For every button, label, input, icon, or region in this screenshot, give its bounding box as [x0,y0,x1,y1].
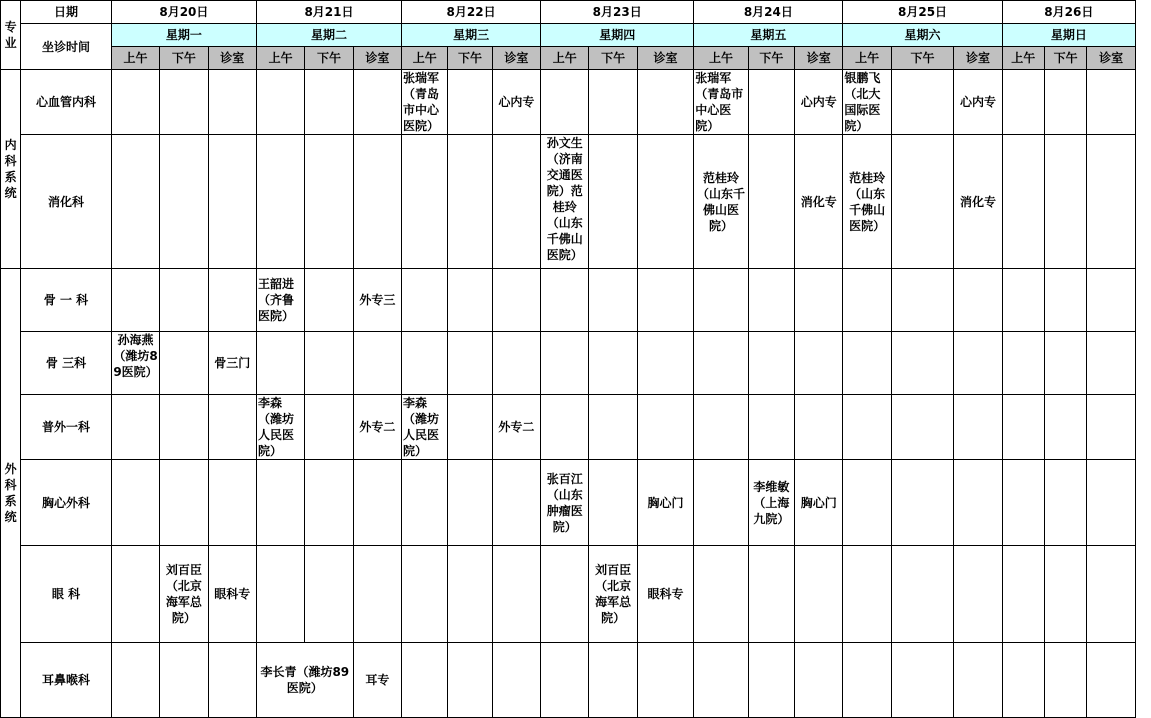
cell [353,546,401,642]
cell [748,268,794,331]
cell [891,460,953,546]
room-cell: 眼科专 [208,546,256,642]
weekday-sat: 星期六 [843,24,1002,47]
room-cell: 消化专 [954,135,1002,268]
dept-gu3: 骨 三科 [21,331,112,394]
session-am: 上午 [256,47,304,70]
room-cell: 心内专 [492,70,540,135]
cell [448,642,492,717]
session-pm: 下午 [448,47,492,70]
dept-yanke: 眼 科 [21,546,112,642]
cell [843,642,891,717]
cell [1087,331,1136,394]
session-room: 诊室 [795,47,843,70]
cell [160,395,208,460]
dept-gu1: 骨 一 科 [21,268,112,331]
cell [891,70,953,135]
date-fri: 8月24日 [694,1,843,24]
cell [305,460,353,546]
date-sat: 8月25日 [843,1,1002,24]
room-cell: 心内专 [954,70,1002,135]
cell [637,70,693,135]
cell [256,331,304,394]
date-thu: 8月23日 [541,1,694,24]
cell [891,268,953,331]
table-row [1,70,1136,135]
cell [795,331,843,394]
cell [1087,460,1136,546]
cell [256,460,304,546]
cell [843,546,891,642]
zuozhen-label: 坐诊时间 [21,24,112,70]
weekday-sun: 星期日 [1002,24,1135,47]
cell [954,546,1002,642]
cell [589,331,637,394]
cell [1087,135,1136,268]
doctor-cell: 刘百臣（北京海军总院） [160,546,208,642]
cell [1087,70,1136,135]
cell [1002,331,1044,394]
cell [208,460,256,546]
cell [748,546,794,642]
cell [208,268,256,331]
cell [541,331,589,394]
cell [1044,331,1086,394]
session-room: 诊室 [1087,47,1136,70]
session-pm: 下午 [748,47,794,70]
date-tue: 8月21日 [256,1,401,24]
cell [111,642,159,717]
cell [208,395,256,460]
cell [160,331,208,394]
cell [402,642,448,717]
room-cell: 骨三门 [208,331,256,394]
doctor-cell: 张瑞军（青岛市中心医院） [402,70,448,135]
cell [448,546,492,642]
cell [795,642,843,717]
room-cell: 胸心门 [795,460,843,546]
cell [637,395,693,460]
cell [305,546,353,642]
cell [1002,395,1044,460]
dept-erbi: 耳鼻喉科 [21,642,112,717]
cell [954,268,1002,331]
room-cell: 耳专 [353,642,401,717]
date-label: 日期 [21,1,112,24]
cell [589,642,637,717]
cell [402,135,448,268]
room-cell: 眼科专 [637,546,693,642]
cell [1044,268,1086,331]
doctor-cell: 李长青（潍坊89医院） [256,642,353,717]
cell [492,642,540,717]
cell [795,546,843,642]
doctor-cell: 张瑞军（青岛市中心医院） [694,70,748,135]
cell [748,70,794,135]
cell [160,135,208,268]
room-cell: 外专三 [353,268,401,331]
weekday-mon: 星期一 [111,24,256,47]
table-row [1,135,1136,268]
cell [353,331,401,394]
cell [1087,395,1136,460]
cell [492,460,540,546]
cell [1044,546,1086,642]
cell [843,395,891,460]
cell [160,460,208,546]
dept-xiongxin: 胸心外科 [21,460,112,546]
cell [256,135,304,268]
cell [256,546,304,642]
cell [256,70,304,135]
cell [637,135,693,268]
cell [1002,70,1044,135]
weekday-tue: 星期二 [256,24,401,47]
cell [589,460,637,546]
room-cell: 消化专 [795,135,843,268]
cell [402,331,448,394]
cell [1044,460,1086,546]
cell [160,70,208,135]
cell [748,642,794,717]
cell [694,395,748,460]
session-am: 上午 [111,47,159,70]
cell [160,268,208,331]
cell [694,546,748,642]
cell [694,642,748,717]
cell [492,331,540,394]
session-pm: 下午 [160,47,208,70]
cell [891,331,953,394]
cell [111,268,159,331]
cell [637,642,693,717]
cell [843,331,891,394]
cell [448,331,492,394]
cell [891,642,953,717]
session-pm: 下午 [891,47,953,70]
cell [353,70,401,135]
cell [891,546,953,642]
table-row [1,268,1136,331]
weekday-fri: 星期五 [694,24,843,47]
cell [843,460,891,546]
table-row [1,642,1136,717]
session-am: 上午 [541,47,589,70]
cell [748,135,794,268]
doctor-cell: 范桂玲（山东千佛山医院） [694,135,748,268]
session-room: 诊室 [208,47,256,70]
cell [353,460,401,546]
cell [1002,268,1044,331]
session-pm: 下午 [1044,47,1086,70]
cell [305,395,353,460]
room-cell: 心内专 [795,70,843,135]
session-am: 上午 [1002,47,1044,70]
session-am: 上午 [694,47,748,70]
doctor-cell: 孙文生（济南交通医院）范桂玲（山东千佛山医院） [541,135,589,268]
cell [208,642,256,717]
cell [492,546,540,642]
cell [694,268,748,331]
cell [448,135,492,268]
date-mon: 8月20日 [111,1,256,24]
doctor-cell: 李森（潍坊人民医院） [402,395,448,460]
cell [492,135,540,268]
cell [891,135,953,268]
session-room: 诊室 [353,47,401,70]
cell [589,268,637,331]
cell [1044,642,1086,717]
cell [954,395,1002,460]
cell [589,70,637,135]
cell [208,135,256,268]
cell [305,70,353,135]
cell [448,460,492,546]
cell [637,331,693,394]
doctor-cell: 李维敏（上海九院） [748,460,794,546]
cell [589,135,637,268]
session-room: 诊室 [637,47,693,70]
cell [160,642,208,717]
cell [208,70,256,135]
cell [448,268,492,331]
cell [1044,395,1086,460]
cell [541,546,589,642]
date-wed: 8月22日 [402,1,541,24]
table-row [1,331,1136,394]
cell [843,268,891,331]
cell [111,460,159,546]
room-cell: 外专二 [353,395,401,460]
session-am: 上午 [843,47,891,70]
session-room: 诊室 [954,47,1002,70]
room-cell: 外专二 [492,395,540,460]
cell [1044,135,1086,268]
cell [492,268,540,331]
cell [891,395,953,460]
cell [448,70,492,135]
session-pm: 下午 [589,47,637,70]
cell [795,395,843,460]
cell [1002,460,1044,546]
cell [353,135,401,268]
doctor-cell: 李森（潍坊人民医院） [256,395,304,460]
cell [111,135,159,268]
table-row [1,546,1136,642]
doctor-cell: 王韶进（齐鲁医院） [256,268,304,331]
doctor-cell: 刘百臣（北京海军总院） [589,546,637,642]
doctor-cell: 孙海燕（潍坊89医院） [111,331,159,394]
cell [795,268,843,331]
cell [541,395,589,460]
dept-xiaohua: 消化科 [21,135,112,268]
cell [541,642,589,717]
date-sun: 8月26日 [1002,1,1135,24]
cell [305,331,353,394]
cell [954,460,1002,546]
weekday-thu: 星期四 [541,24,694,47]
cell [694,460,748,546]
cell [954,331,1002,394]
cell [111,546,159,642]
cell [305,268,353,331]
dept-xinxueguan: 心血管内科 [21,70,112,135]
cell [111,70,159,135]
session-pm: 下午 [305,47,353,70]
session-room: 诊室 [492,47,540,70]
cell [541,70,589,135]
cell [748,395,794,460]
cell [541,268,589,331]
cell [402,268,448,331]
table-row [1,460,1136,546]
cell [1087,642,1136,717]
doctor-cell: 张百江（山东肿瘤医院） [541,460,589,546]
room-cell: 胸心门 [637,460,693,546]
cell [1002,642,1044,717]
system-label-neike: 内科系统 [1,70,21,269]
cell [448,395,492,460]
doctor-cell: 银鹏飞（北大国际医院） [843,70,891,135]
cell [402,460,448,546]
dept-puwai1: 普外一科 [21,395,112,460]
cell [1044,70,1086,135]
session-am: 上午 [402,47,448,70]
weekday-wed: 星期三 [402,24,541,47]
cell [1087,546,1136,642]
cell [637,268,693,331]
doctor-cell: 范桂玲（山东千佛山医院） [843,135,891,268]
cell [1087,268,1136,331]
cell [402,546,448,642]
cell [748,331,794,394]
cell [111,395,159,460]
cell [954,642,1002,717]
zhuanye-header: 专业 [1,1,21,70]
cell [305,135,353,268]
system-label-waike: 外科系统 [1,268,21,717]
cell [694,331,748,394]
cell [1002,546,1044,642]
cell [1002,135,1044,268]
table-row [1,395,1136,460]
cell [589,395,637,460]
